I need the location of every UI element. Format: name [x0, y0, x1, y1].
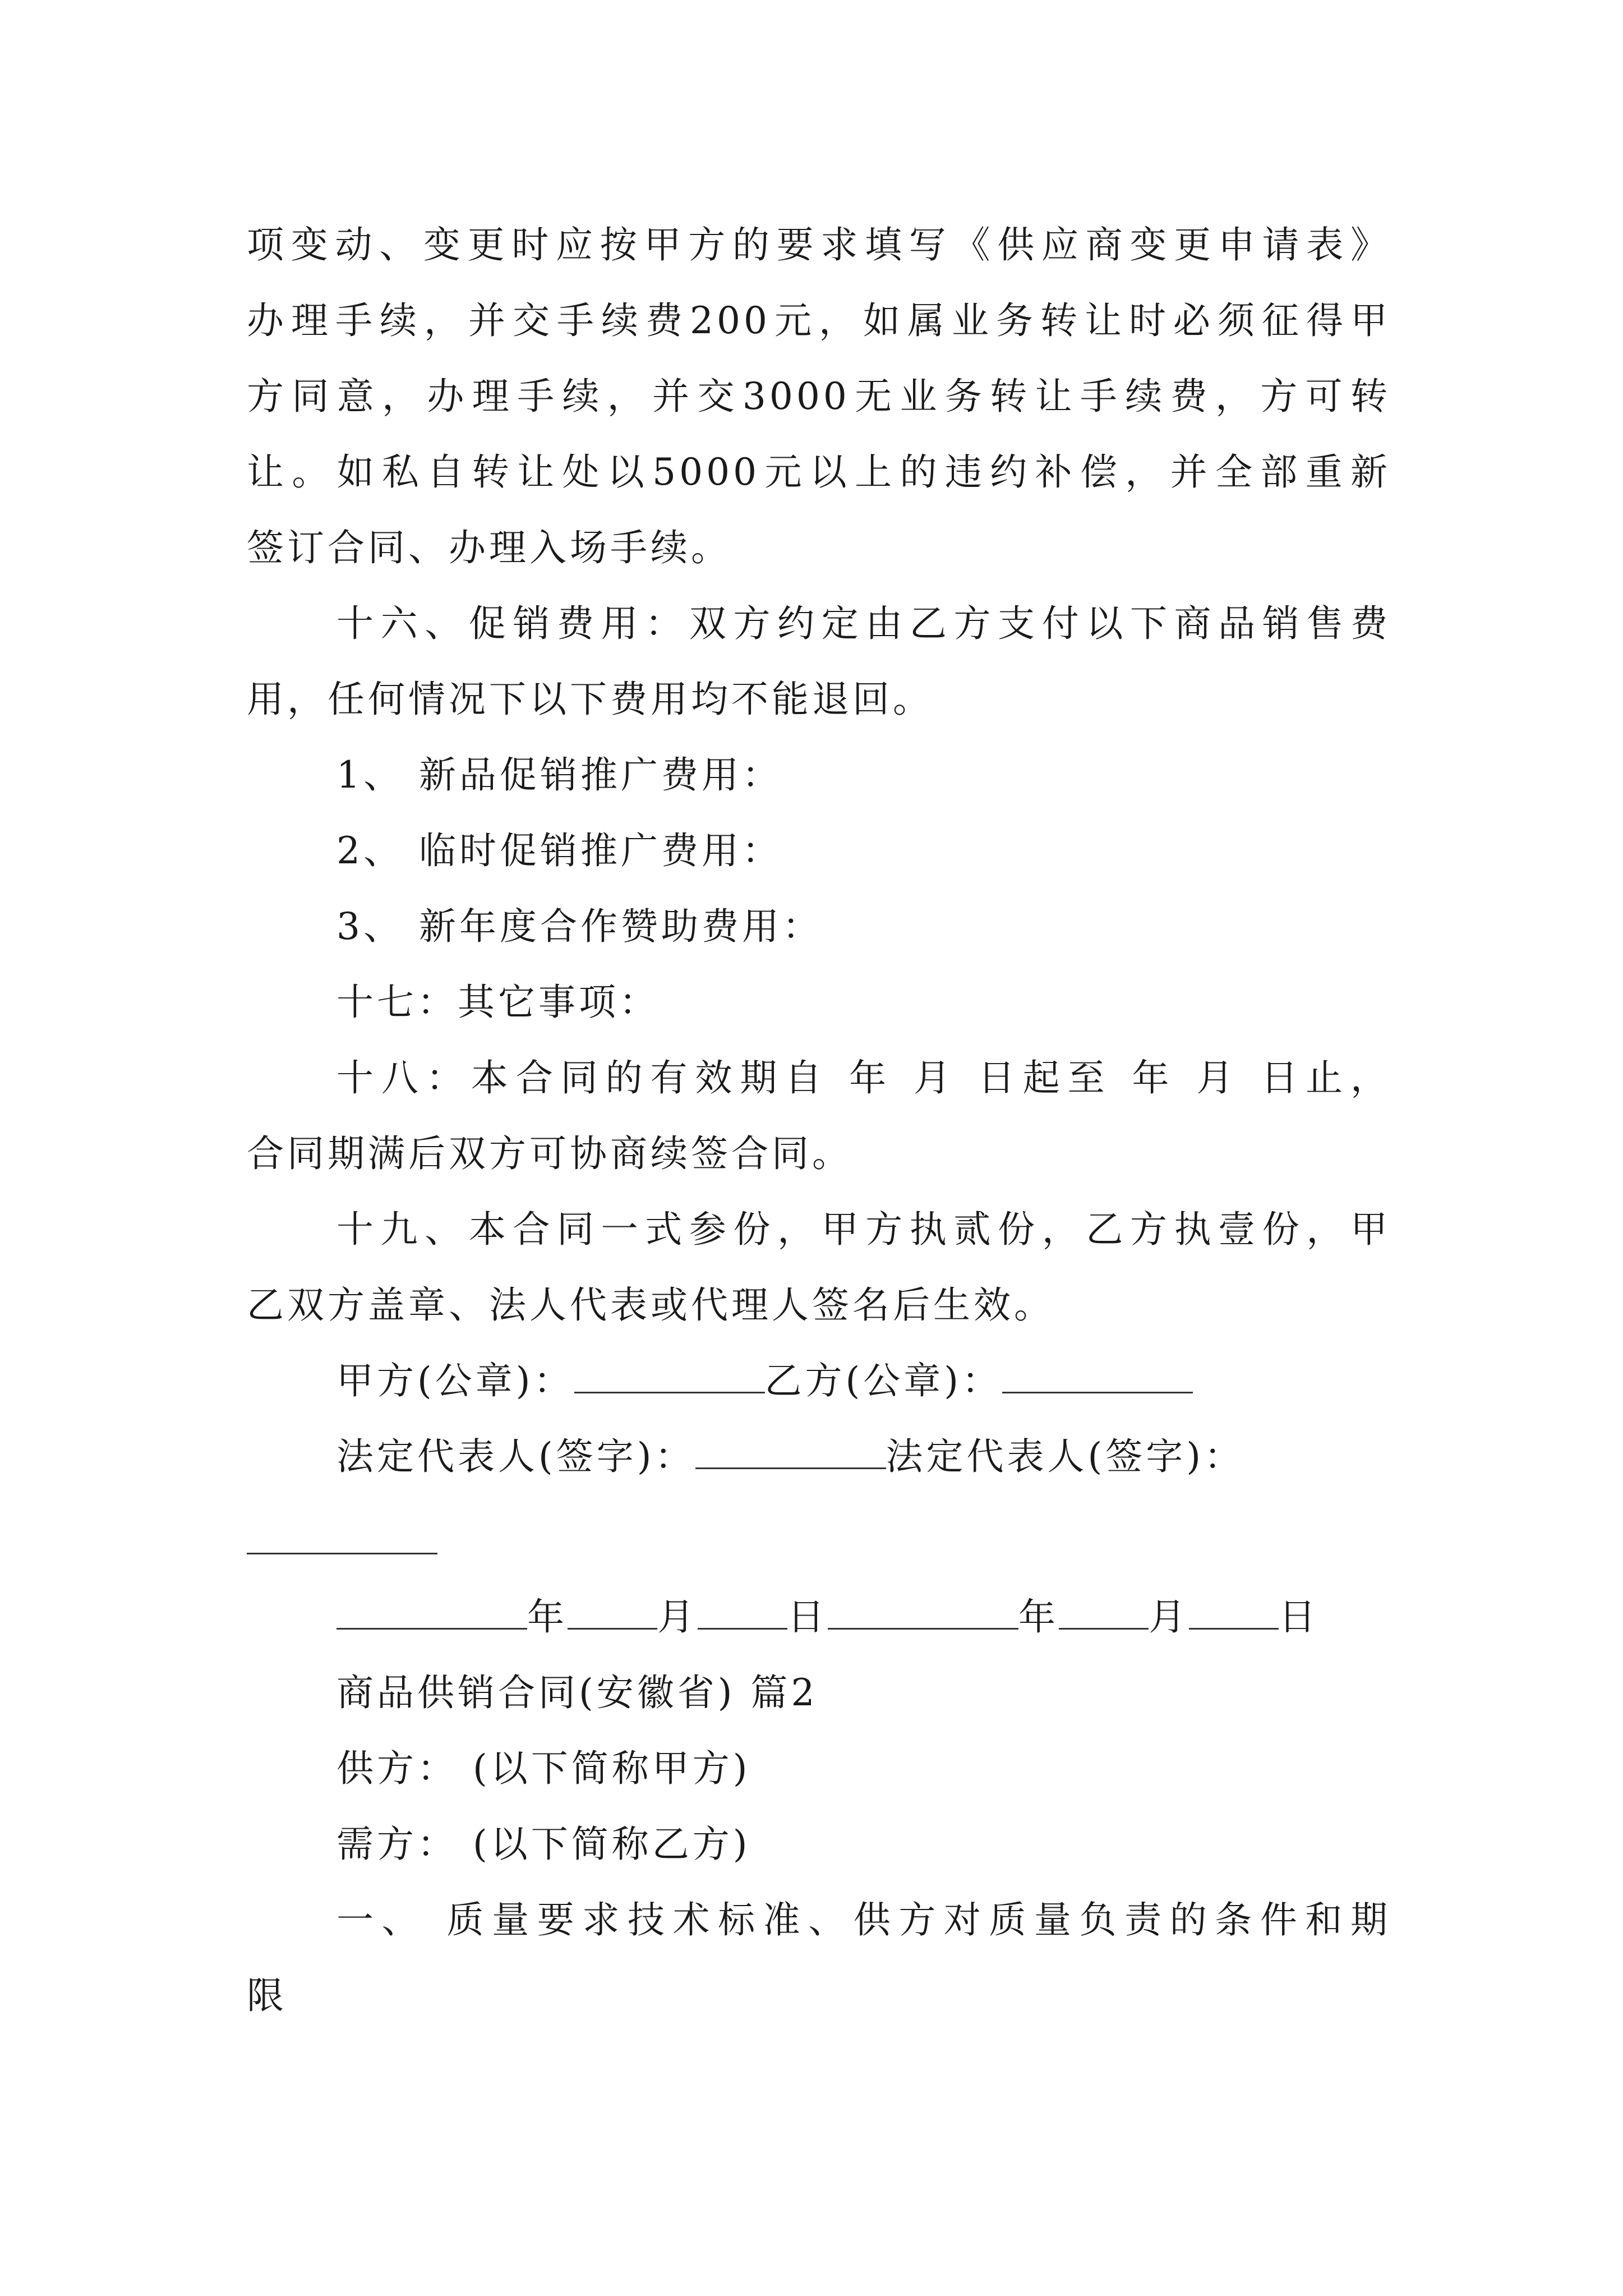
seal-line — [336, 1356, 1481, 1406]
rep-a-label: 法定代表人(签字)： — [336, 1435, 695, 1478]
party-a-seal-label: 甲方(公章)： — [336, 1359, 574, 1402]
party-b-seal-label: 乙方(公章)： — [764, 1359, 1002, 1402]
day-blank — [698, 1594, 787, 1630]
supplier-line: 供方： (以下简称甲方) — [336, 1747, 751, 1790]
buyer-line: 需方： (以下简称乙方) — [336, 1823, 751, 1866]
party-b-seal-blank — [1002, 1358, 1193, 1393]
rep-b-label: 法定代表人(签字)： — [886, 1435, 1244, 1478]
list-item: 1、 新品促销推广费用： — [336, 753, 782, 797]
rep-b-blank — [247, 1547, 437, 1554]
month-label-b: 月 — [1149, 1595, 1189, 1639]
month-blank-b — [1059, 1594, 1149, 1630]
paragraph-line: 项变动、变更时应按甲方的要求填写《供应商变更申请表》 — [247, 223, 1391, 266]
paragraph-line: 十九、本合同一式参份，甲方执贰份，乙方执壹份，甲 — [336, 1208, 1391, 1251]
paragraph-line: 方同意，办理手续，并交3000无业务转让手续费，方可转 — [247, 375, 1391, 418]
paragraph-line: 十六、促销费用：双方约定由乙方支付以下商品销售费 — [336, 602, 1391, 645]
year-label: 年 — [527, 1595, 568, 1639]
party-a-seal-blank — [574, 1358, 765, 1393]
list-item: 3、 新年度合作赞助费用： — [336, 905, 823, 948]
representative-line — [336, 1432, 1481, 1482]
day-label: 日 — [787, 1595, 828, 1639]
year-blank — [336, 1594, 527, 1630]
paragraph-line: 办理手续，并交手续费200元，如属业务转让时必须征得甲 — [247, 299, 1391, 342]
year-label-b: 年 — [1018, 1595, 1059, 1639]
section-title: 商品供销合同(安徽省) 篇2 — [336, 1671, 818, 1714]
paragraph-line: 签订合同、办理入场手续。 — [247, 526, 731, 569]
paragraph-line: 十七：其它事项： — [336, 981, 660, 1024]
month-blank — [568, 1594, 657, 1630]
paragraph-line: 乙双方盖章、法人代表或代理人签名后生效。 — [247, 1283, 1054, 1327]
paragraph-line: 让。如私自转让处以5000元以上的违约补偿，并全部重新 — [247, 450, 1391, 494]
paragraph-line: 用，任何情况下以下费用均不能退回。 — [247, 678, 933, 721]
clause-line: 限 — [247, 1974, 287, 2017]
year-blank-b — [828, 1594, 1018, 1630]
paragraph-line: 合同期满后双方可协商续签合同。 — [247, 1132, 852, 1175]
date-line — [336, 1592, 1481, 1642]
list-item: 2、 临时促销推广费用： — [336, 829, 782, 872]
clause-line: 一、 质量要求技术标准、供方对质量负责的条件和期 — [336, 1898, 1391, 1941]
month-label: 月 — [657, 1595, 698, 1639]
day-label-b: 日 — [1279, 1595, 1319, 1639]
rep-a-blank — [695, 1434, 886, 1469]
day-blank-b — [1189, 1594, 1279, 1630]
paragraph-line: 十八：本合同的有效期自 年 月 日起至 年 月 日止， — [336, 1056, 1391, 1099]
